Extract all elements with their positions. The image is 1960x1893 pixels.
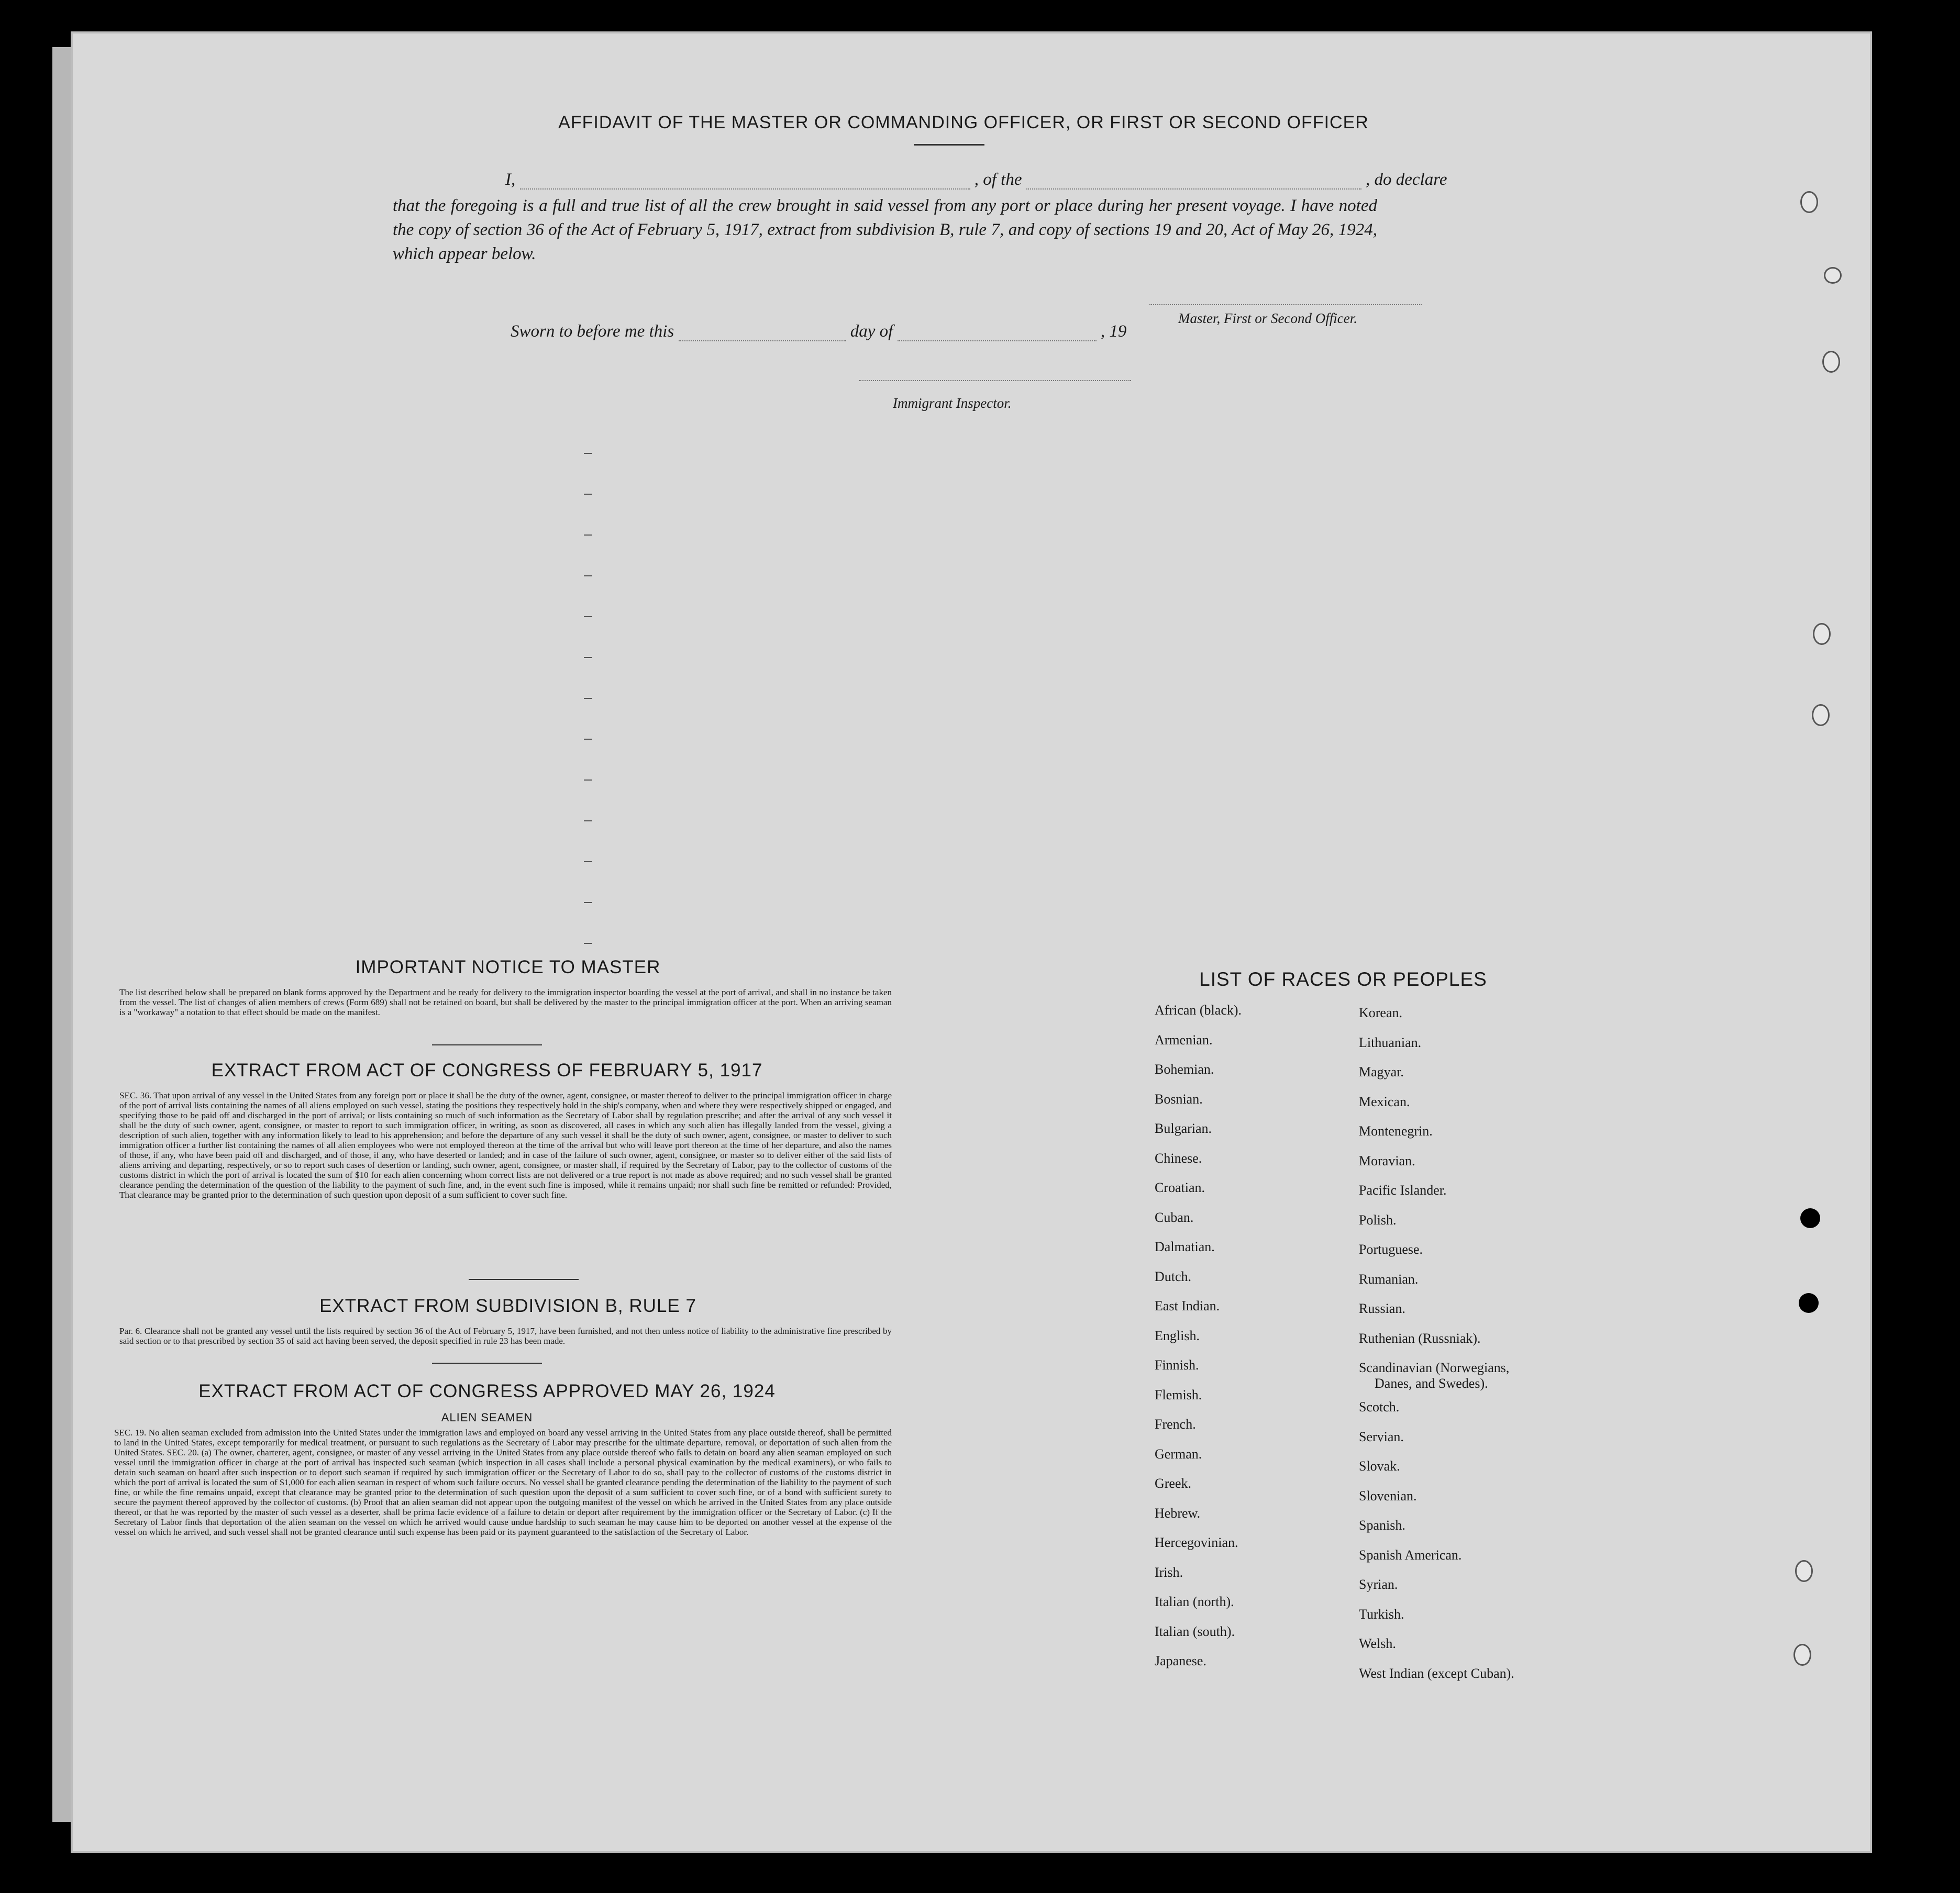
race-item: Welsh. [1359, 1636, 1396, 1651]
master-signature-field[interactable] [1149, 291, 1422, 305]
title-divider [914, 144, 984, 146]
day-of-label: day of [850, 322, 893, 341]
sworn-label: Sworn to before me this [511, 322, 674, 341]
race-item: Armenian. [1155, 1032, 1213, 1048]
binder-ring [1800, 1208, 1820, 1228]
declarant-name-field[interactable] [520, 175, 970, 190]
race-item: Greek. [1155, 1476, 1192, 1491]
race-item: Slovak. [1359, 1458, 1400, 1474]
races-left-column [1155, 1003, 1242, 1683]
race-item: Croatian. [1155, 1180, 1205, 1195]
affidavit-title: AFFIDAVIT OF THE MASTER OR COMMANDING OFFICER, OR FIRST OR SECOND OFFICER [558, 113, 1369, 132]
sworn-month-field[interactable] [898, 327, 1097, 341]
race-item: Flemish. [1155, 1387, 1202, 1402]
punch-hole [1812, 704, 1830, 726]
race-item: African (black). [1155, 1003, 1242, 1018]
race-item: French. [1155, 1417, 1196, 1432]
race-item: Japanese. [1155, 1653, 1206, 1668]
extract-1917-title: EXTRACT FROM ACT OF CONGRESS OF FEBRUARY 5, 1917 [211, 1060, 763, 1081]
punch-hole [1813, 623, 1831, 645]
binder-ring [1799, 1293, 1819, 1313]
underprint-dash [584, 861, 592, 862]
form-page [71, 31, 1872, 1853]
race-item: Irish. [1155, 1564, 1183, 1580]
races-title: LIST OF RACES OR PEOPLES [1199, 968, 1487, 990]
race-item: Ruthenian (Russniak). [1359, 1330, 1481, 1346]
underprint-dash [584, 657, 592, 658]
declarant-line [505, 170, 1447, 190]
notice-divider [432, 1044, 542, 1045]
race-item: Portuguese. [1359, 1242, 1423, 1257]
race-item: Mexican. [1359, 1094, 1410, 1109]
underprint-dash [584, 698, 592, 699]
sworn-line [511, 322, 1126, 341]
punch-hole [1824, 267, 1842, 284]
underprint-dash [584, 535, 592, 536]
underprint-dash [584, 820, 592, 821]
race-item: Polish. [1359, 1212, 1397, 1228]
race-item: West Indian (except Cuban). [1359, 1665, 1514, 1681]
extract-1924-title: EXTRACT FROM ACT OF CONGRESS APPROVED MAY 26, 1924 [198, 1381, 776, 1401]
underprint-dash [584, 943, 592, 944]
race-item: Lithuanian. [1359, 1034, 1422, 1050]
extract-1924-text: SEC. 19. No alien seaman excluded from admission into the United States under the immigration laws and employed on board any vessel arriving in the United States from any place outside thereof, shall be permitted to land in the United States, except temporarily for medical treatment, or pursuant to such regulations as the Secretary of Labor may prescribe for the ultimate departure, removal, or deportation of such alien from the United States. SEC. 20. (a) The owner, charterer, agent, consignee, or master of any vessel arriving in the United States from any place outside thereof who fails to detain on board any alien seaman employed on such vessel until the immigration officer in charge at the port of arrival has inspected such seaman (which inspection in all cases shall include a personal physical examination by the medical examiners), or who fails to detain such seaman on board after such inspection or to deport such seaman if required by such immigration officer or the Secretary of Labor to do so, shall pay to the collector of customs of the customs district in which the port of arrival is located the sum of $1,000 for each alien seaman in respect of whom such failure occurs. No vessel shall be granted clearance pending the determination of the liability to the payment of such fine, or while the fine remains unpaid, except that clearance may be granted prior to the determination of such question upon the deposit of a sum sufficient to cover such fine, or of a bond with sufficient surety to secure the payment thereof approved by the collector of customs. (b) Proof that an alien seaman did not appear upon the outgoing manifest of the vessel on which he arrived in the United States from any place outside thereof, or that he was reported by the master of such vessel as a deserter, shall be prima facie evidence of a failure to detain or deport after requirement by the immigration officer or the Secretary of Labor. (c) If the Secretary of Labor finds that deportation of the alien seaman on the vessel on which he arrived would cause undue hardship to such seaman he may cause him to be deported on another vessel at the expense of the vessel on which he arrived, and such vessel shall not be granted clearance until such expense has been paid or its payment guaranteed to the satisfaction of the Secretary of Labor. [114, 1428, 892, 1537]
punch-hole [1795, 1560, 1813, 1582]
race-item: Bulgarian. [1155, 1121, 1212, 1136]
race-item: Chinese. [1155, 1150, 1202, 1166]
race-item: Scotch. [1359, 1399, 1400, 1415]
extract-1917-text: SEC. 36. That upon arrival of any vessel in the United States from any foreign port or place it shall be the duty of the owner, agent, consignee, or master thereof to deliver to the principal immigration officer in charge of the port of arrival lists containing the names of all aliens employed on such vessel, stating the positions they respectively hold in the ship's company, when and where they were respectively shipped or engaged, and specifying those to be paid off and discharged in the port of arrival; or lists containing so much of such information as the Secretary of Labor shall by regulation prescribe; and after the arrival of any such vessel it shall be the duty of such owner, agent, consignee, or master to report to such immigration officer, in writing, as soon as discovered, all cases in which any such alien has illegally landed from the vessel, giving a description of such alien, together with any information likely to lead to his apprehension; and before the departure of any such vessel it shall be the duty of such owner, agent, consignee, or master to deliver to such immigration officer a further list containing the names of all alien employees who were not employed thereon at the time of the arrival but who will leave port thereon at the time of her departure, and also the names of those, if any, who have been paid off and discharged, and of those, if any, who have deserted or landed; and in case of the failure of such owner, agent, consignee, or master so to deliver either of the said lists of aliens arriving and departing, respectively, or so to report such cases of desertion or landing, such owner, agent, consignee, or master shall, if required by the Secretary of Labor, pay to the collector of customs of the customs district in which the port of arrival is located the sum of $10 for each alien concerning whom correct lists are not delivered or a true report is not made as above required; and no such vessel shall be granted clearance pending the determination of the question of the liability to the payment of such fine, and, in the event such fine is imposed, while it remains unpaid; nor shall such fine be remitted or refunded: Provided, That clearance may be granted prior to the determination of such question upon deposit of a sum sufficient to cover such fine. [119, 1090, 892, 1200]
underprint-dash [584, 739, 592, 740]
race-item: Syrian. [1359, 1577, 1398, 1592]
race-item: English. [1155, 1328, 1200, 1343]
race-item: Pacific Islander. [1359, 1183, 1447, 1198]
declare-label: , do declare [1365, 170, 1447, 189]
race-item: Turkish. [1359, 1606, 1404, 1622]
extract-1924-subtitle: ALIEN SEAMEN [441, 1411, 533, 1424]
race-item: Italian (south). [1155, 1623, 1235, 1639]
rule7-divider [432, 1363, 542, 1364]
punch-hole [1822, 351, 1840, 373]
declarant-prefix: I, [505, 170, 516, 189]
races-right-column [1359, 1005, 1514, 1695]
race-item: Bohemian. [1155, 1062, 1214, 1077]
race-item: Italian (north). [1155, 1594, 1234, 1609]
race-item: Hercegovinian. [1155, 1535, 1238, 1550]
vessel-of-the-label: , of the [974, 170, 1022, 189]
race-item: Bosnian. [1155, 1091, 1203, 1107]
race-item: Finnish. [1155, 1357, 1199, 1373]
notice-title: IMPORTANT NOTICE TO MASTER [355, 957, 661, 977]
inspector-signature-label: Immigrant Inspector. [893, 395, 1012, 411]
vessel-name-field[interactable] [1026, 175, 1361, 190]
race-item: Moravian. [1359, 1153, 1415, 1168]
race-item: Spanish. [1359, 1518, 1405, 1533]
race-item: Dalmatian. [1155, 1239, 1215, 1254]
punch-hole [1793, 1644, 1811, 1666]
underprint-dash [584, 575, 592, 576]
underprint-dash [584, 494, 592, 495]
underprint-dash [584, 616, 592, 617]
race-item: Hebrew. [1155, 1505, 1201, 1521]
race-item: Dutch. [1155, 1268, 1192, 1284]
race-item: Rumanian. [1359, 1271, 1419, 1287]
affidavit-body: that the foregoing is a full and true list of all the crew brought in said vessel from any port or place during her present voyage. I have noted the copy of section 36 of the Act of February 5, 1917, extract from subdivision B, rule 7, and copy of sections 19 and 20, Act of May 26, 1924, which appear below. [393, 196, 1377, 263]
rule7-text: Par. 6. Clearance shall not be granted any vessel until the lists required by section 36 of the Act of February 5, 1917, have been furnished, and not then unless notice of liability to the administrative fine prescribed by said section or to that prescribed by section 35 of said act having been served, the deposit specified in rule 23 has been made. [119, 1326, 892, 1346]
race-item: German. [1155, 1446, 1202, 1462]
race-item: Montenegrin. [1359, 1123, 1433, 1139]
inspector-signature-field[interactable] [859, 366, 1131, 381]
notice-text: The list described below shall be prepared on blank forms approved by the Department and be ready for delivery to the immigration inspector boarding the vessel at the port of arrival, and shall in no instance be taken from the vessel. The list of changes of alien members of crews (Form 689) shall not be retained on board, but shall be delivered by the master to the principal immigration officer at the port. When an arriving seaman is a "workaway" a notation to that effect should be made on the manifest. [119, 987, 892, 1017]
race-item: Russian. [1359, 1301, 1405, 1316]
race-item: Cuban. [1155, 1209, 1194, 1225]
underprint-dash [584, 453, 592, 454]
underprint-dash [584, 780, 592, 781]
race-item: East Indian. [1155, 1298, 1220, 1313]
master-signature-label: Master, First or Second Officer. [1178, 310, 1357, 326]
race-item: Korean. [1359, 1005, 1403, 1020]
extract-1917-divider [469, 1279, 579, 1280]
race-item: Danes, and Swedes). [1375, 1376, 1488, 1391]
race-item: Spanish American. [1359, 1547, 1462, 1563]
rule7-title: EXTRACT FROM SUBDIVISION B, RULE 7 [319, 1296, 696, 1316]
year-label: , 19 [1100, 322, 1127, 341]
race-item: Servian. [1359, 1429, 1404, 1444]
sworn-day-field[interactable] [679, 327, 846, 341]
race-item: Magyar. [1359, 1064, 1404, 1079]
race-item: Scandinavian (Norwegians, [1359, 1360, 1510, 1375]
page-edge [52, 47, 73, 1822]
race-item: Slovenian. [1359, 1488, 1417, 1504]
underprint-dash [584, 902, 592, 903]
punch-hole [1800, 191, 1818, 213]
